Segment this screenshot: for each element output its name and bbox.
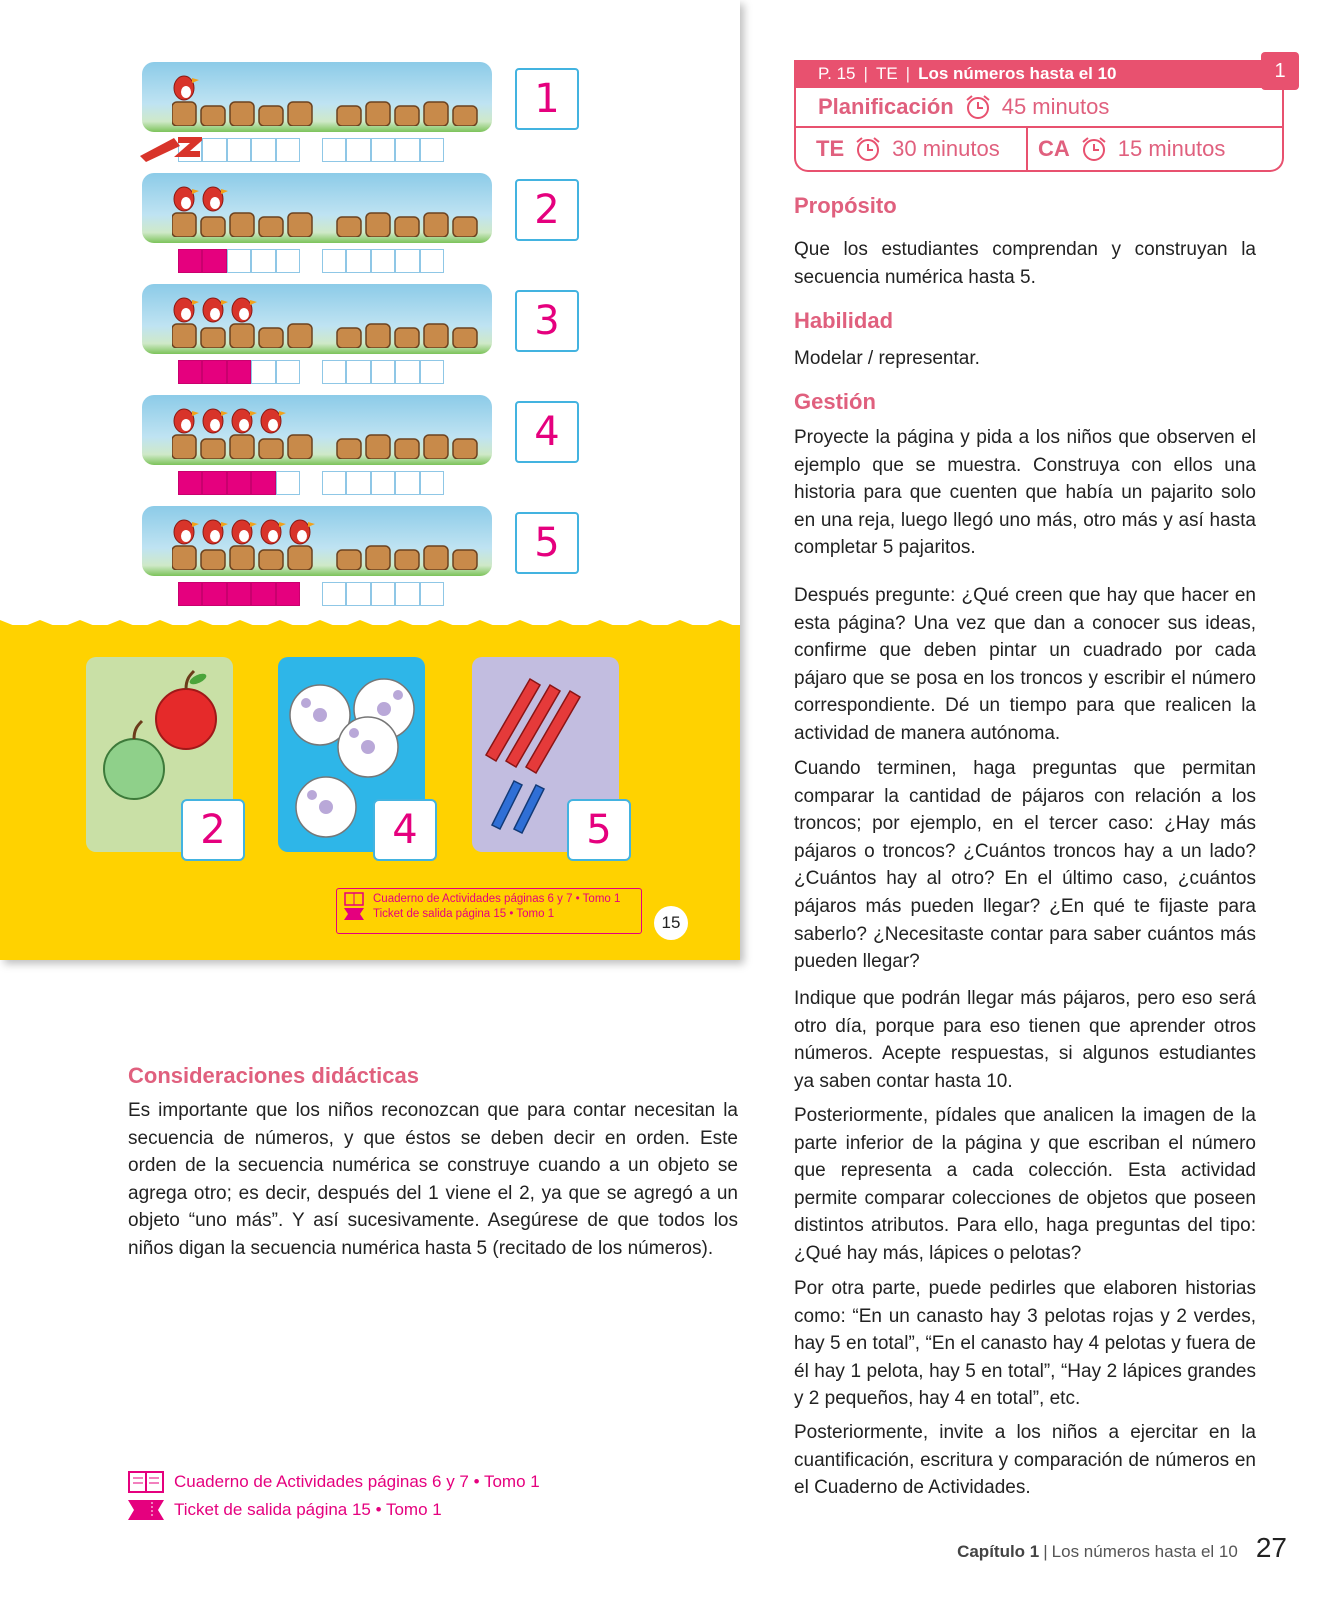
count-cell[interactable]	[420, 249, 444, 273]
gestion-paragraph: Indique que podrán llegar más pájaros, pero eso será otro día, porque para eso tienen que aprender otros números. Acepte respuestas, si algunos estudiantes ya saben contar hasta 10.	[794, 988, 1256, 1092]
count-cell[interactable]	[371, 138, 395, 162]
ca-time-cell	[1038, 128, 1225, 170]
gestion-paragraph: Por otra parte, puede pedirles que elaboren historias como: “En un canasto hay 3 pelotas rojas y 2 verdes, hay 5 en total”, “En el canasto hay 4 pelotas y fuera de él hay 1 pelota, hay 5 en total”, “Hay 2 lápices grandes y 2 pequeños, hay 4 en total”, etc.	[794, 1278, 1256, 1410]
count-cell[interactable]	[395, 249, 419, 273]
count-cell[interactable]	[227, 360, 251, 384]
page-ref: P. 15	[818, 64, 856, 83]
footer-ref-ticket	[128, 1496, 540, 1524]
number-box[interactable]: 5	[515, 512, 579, 574]
count-cell[interactable]	[371, 582, 395, 606]
count-cell[interactable]	[322, 360, 346, 384]
count-cell[interactable]	[346, 138, 370, 162]
apples-card	[86, 657, 233, 852]
count-bar	[322, 138, 444, 162]
count-cell[interactable]	[420, 471, 444, 495]
count-cell[interactable]	[227, 249, 251, 273]
count-cell[interactable]	[227, 471, 251, 495]
counting-row	[142, 284, 607, 404]
number-box[interactable]: 4	[515, 401, 579, 463]
footer-ref-line2: Ticket de salida página 15 • Tomo 1	[174, 1500, 442, 1519]
bird-scene	[142, 395, 492, 465]
count-cell[interactable]	[276, 471, 300, 495]
lesson-header-bar: P. 15 | TE | Los números hasta el 10	[794, 60, 1262, 88]
count-cell[interactable]	[178, 471, 202, 495]
count-cell[interactable]	[227, 582, 251, 606]
counting-row	[142, 395, 607, 515]
counting-row	[142, 62, 607, 182]
gestion-title: Gestión	[794, 389, 876, 414]
gestion-paragraph: Después pregunte: ¿Qué creen que hay que hacer en esta página? Una vez que dan a conocer sus ideas, confirme que deben pintar un cuadrado por cada pájaro que se posa en los troncos y escribir el número correspondiente. Dé un tiempo para que realicen la actividad de manera autónoma.	[794, 585, 1256, 744]
gestion-paragraph: Posteriormente, pídales que analicen la imagen de la parte inferior de la página y que escriban el número que representa a cada colección. Esta actividad permite comparar colecciones de objetos que poseen distintos atributos. Para ello, haga preguntas del tipo: ¿Qué hay más, lápices o pelotas?	[794, 1105, 1256, 1264]
te-label: TE	[816, 136, 845, 161]
student-ref-line2: Ticket de salida página 15 • Tomo 1	[373, 908, 555, 920]
ca-time: 15 minutos	[1117, 136, 1226, 161]
ticket-icon	[344, 908, 364, 925]
student-page-number: 15	[654, 906, 688, 940]
count-cell[interactable]	[202, 138, 226, 162]
count-bar	[322, 582, 444, 606]
count-cell[interactable]	[420, 582, 444, 606]
count-cell[interactable]	[251, 138, 275, 162]
count-bar	[322, 360, 444, 384]
page-footer	[957, 1532, 1287, 1564]
counting-row	[142, 173, 607, 293]
count-cell[interactable]	[202, 249, 226, 273]
number-box[interactable]: 1	[515, 68, 579, 130]
count-bar	[322, 471, 444, 495]
footer-page-number: 27	[1255, 1532, 1287, 1563]
pencils-card	[472, 657, 619, 852]
planning-time: 45 minutos	[1001, 94, 1110, 119]
chapter-tab: 1	[1261, 52, 1299, 90]
count-cell[interactable]	[395, 138, 419, 162]
proposito-title: Propósito	[794, 193, 897, 218]
logs-icon	[172, 100, 492, 126]
gestion-paragraph: Proyecte la página y pida a los niños que observen el ejemplo que se muestra. Construya con ellos una historia para que cuenten que había un pajarito solo en una reja, luego llegó uno más, otro más y así hasta completar 5 pajaritos.	[794, 427, 1256, 559]
card-number[interactable]: 2	[181, 799, 245, 861]
count-cell[interactable]	[251, 249, 275, 273]
ca-label: CA	[1038, 136, 1070, 161]
footer-chapter-title: Los números hasta el 10	[1051, 1542, 1238, 1561]
count-cell[interactable]	[251, 582, 275, 606]
count-cell[interactable]	[371, 360, 395, 384]
count-cell[interactable]	[395, 582, 419, 606]
count-cell[interactable]	[202, 582, 226, 606]
divider	[1026, 128, 1028, 172]
planning-row	[818, 88, 1109, 126]
bird-icon	[170, 508, 325, 548]
count-cell[interactable]	[227, 138, 251, 162]
card-number[interactable]: 4	[373, 799, 437, 861]
count-cell[interactable]	[178, 249, 202, 273]
count-cell[interactable]	[395, 471, 419, 495]
bird-icon	[170, 397, 296, 437]
count-bar	[322, 249, 444, 273]
book-icon	[128, 1470, 164, 1494]
student-ref-line1: Cuaderno de Actividades páginas 6 y 7 • Tomo 1	[373, 893, 621, 905]
bird-icon	[170, 175, 238, 215]
count-bar	[178, 471, 300, 495]
count-cell[interactable]	[202, 360, 226, 384]
count-cell[interactable]	[395, 360, 419, 384]
count-cell[interactable]	[276, 582, 300, 606]
footer-separator: |	[1043, 1542, 1048, 1561]
bird-scene	[142, 284, 492, 354]
bird-icon	[170, 64, 209, 104]
count-cell[interactable]	[276, 249, 300, 273]
bird-scene	[142, 173, 492, 243]
count-bar	[178, 582, 300, 606]
gestion-paragraph: Cuando terminen, haga preguntas que permitan comparar la cantidad de pájaros con relación a los troncos; por ejemplo, en el tercer caso: ¿Hay más pájaros o troncos? ¿Cuántos troncos hay a un lado? ¿Cuántos hay al otro? En el último caso, ¿cuántos pájaros más pueden llegar? ¿En qué te fijaste para saberlo? ¿Necesitaste contar para saber cuántos más pueden llegar?	[794, 758, 1256, 973]
count-cell[interactable]	[322, 582, 346, 606]
alarm-clock-icon	[1080, 135, 1108, 163]
bird-icon	[170, 286, 267, 326]
habilidad-text: Modelar / representar.	[794, 348, 980, 369]
card-number[interactable]: 5	[567, 799, 631, 861]
count-cell[interactable]	[420, 360, 444, 384]
alarm-clock-icon	[854, 135, 882, 163]
count-cell[interactable]	[346, 249, 370, 273]
count-cell[interactable]	[346, 471, 370, 495]
habilidad-title: Habilidad	[794, 308, 894, 333]
bird-scene	[142, 506, 492, 576]
considerations-title: Consideraciones didácticas	[128, 1063, 419, 1088]
count-bar	[178, 249, 300, 273]
te-tag: TE	[875, 64, 898, 83]
count-cell[interactable]	[322, 138, 346, 162]
lesson-header	[794, 60, 1284, 172]
count-cell[interactable]	[178, 582, 202, 606]
alarm-clock-icon	[964, 93, 992, 121]
count-bar	[178, 360, 300, 384]
counting-row	[142, 506, 607, 626]
lesson-title: Los números hasta el 10	[918, 64, 1117, 83]
count-cell[interactable]	[346, 360, 370, 384]
footer-ref-line1: Cuaderno de Actividades páginas 6 y 7 • Tomo 1	[174, 1472, 540, 1491]
te-time-cell	[816, 128, 1000, 170]
footer-ref-workbook	[128, 1468, 540, 1496]
gestion-paragraph: Posteriormente, invite a los niños a ejercitar en la cuantificación, escritura y comparación de números en el Cuaderno de Actividades.	[794, 1422, 1256, 1499]
student-page	[0, 0, 740, 960]
count-cell[interactable]	[276, 360, 300, 384]
student-refs	[336, 888, 642, 934]
count-cell[interactable]	[371, 249, 395, 273]
number-box[interactable]: 2	[515, 179, 579, 241]
balls-card	[278, 657, 425, 852]
ticket-icon	[128, 1500, 164, 1520]
count-cell[interactable]	[420, 138, 444, 162]
pencil-mark-icon	[138, 132, 202, 162]
considerations-body: Es importante que los niños reconozcan que para contar necesitan la secuencia de números, y que éstos se deben decir en orden. Este orden de la secuencia numérica se construye cuando a un objeto se agrega otro; es decir, después del 1 viene el 2, ya que se agregó a un objeto “uno más”. Y así sucesivamente. Asegúrese de que todos los niños digan la secuencia numérica hasta 5 (recitado de los números).	[128, 1100, 738, 1259]
footer-refs	[128, 1468, 540, 1524]
count-cell[interactable]	[251, 471, 275, 495]
count-cell[interactable]	[371, 471, 395, 495]
count-cell[interactable]	[202, 471, 226, 495]
count-cell[interactable]	[322, 471, 346, 495]
lesson-planning	[794, 88, 1284, 172]
proposito-text: Que los estudiantes comprendan y construyan la secuencia numérica hasta 5.	[794, 239, 1256, 288]
te-time: 30 minutos	[892, 136, 1000, 161]
footer-chapter-label: Capítulo 1	[957, 1542, 1040, 1561]
count-cell[interactable]	[178, 360, 202, 384]
bird-scene	[142, 62, 492, 132]
number-box[interactable]: 3	[515, 290, 579, 352]
planning-label: Planificación	[818, 94, 954, 119]
count-cell[interactable]	[276, 138, 300, 162]
count-cell[interactable]	[322, 249, 346, 273]
count-cell[interactable]	[251, 360, 275, 384]
count-cell[interactable]	[346, 582, 370, 606]
